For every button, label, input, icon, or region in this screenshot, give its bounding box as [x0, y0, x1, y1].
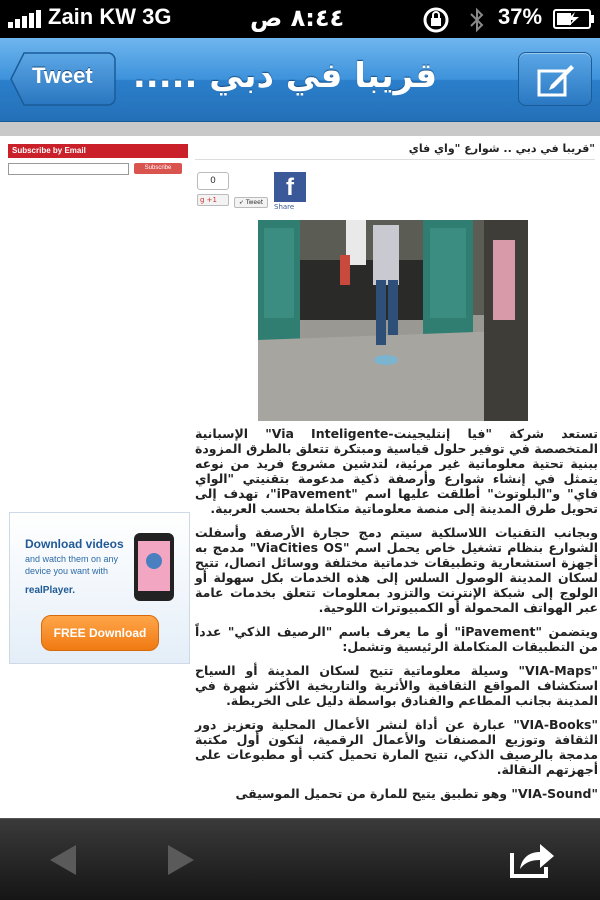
signal-strength-icon [8, 10, 44, 28]
gplus-count: 0 [197, 172, 229, 190]
subscribe-heading: Subscribe by Email [8, 144, 188, 158]
page-title: قريبا في دبي ..... [132, 56, 438, 96]
battery-charging-icon [553, 9, 595, 29]
tweet-share-button[interactable]: ➶ Tweet [234, 197, 268, 208]
battery-percent: 37% [498, 4, 543, 29]
compose-icon [537, 63, 575, 97]
compose-button[interactable] [518, 52, 592, 106]
article-photo [258, 220, 528, 421]
navigation-bar [0, 38, 600, 122]
article-paragraph: "VIA-Maps" وسيلة معلوماتية تتيح لسكان المدينة أو السياح استكشاف المواقع الثقافية والأثرية والتاريخية الأكثر شهرة في المدينة بجانب المطاعم والفنادق بواسطة دليل على الخريطة. [195, 663, 598, 708]
bottom-toolbar [0, 818, 600, 900]
subscribe-email-input[interactable] [8, 163, 129, 175]
article-paragraph: "VIA-Sound" وهو تطبيق يتيح للمارة من تحميل الموسيقى [235, 786, 598, 801]
facebook-share-label[interactable]: Share [274, 203, 295, 211]
gplus-button[interactable]: g +1 [197, 194, 229, 206]
free-download-button[interactable]: FREE Download [41, 615, 159, 651]
forward-arrow-icon[interactable] [166, 843, 196, 877]
article-body [195, 426, 598, 810]
realplayer-ad[interactable] [9, 512, 190, 664]
article-paragraph: تستعد شركة "فيا إنتليجينت-Via Inteligente" الإسبانية المتخصصة في توفير حلول قياسية ومبتكرة تتعلق بالطرق المزودة ببنية تحتية معلوماتية غير مرئية، لتدشين مشروع فريد من نوعه يتمثل في إنشاء شوارع وأرصفة ذكية مدعومة بتقنيتي "الواي فاي" و"البلوتوث" أطلقت عليها اسم "iPavement"، تهدف إلى تحويل طرق المدينة إلى منصة معلوماتية متكاملة بحسب العربية. [195, 426, 599, 516]
rotation-lock-icon [422, 6, 450, 34]
ad-subtitle: and watch them on any device you want with [25, 554, 119, 576]
article-title: "قريبا في دبي .. شوارع "واي فاي [195, 142, 595, 160]
clock: ٨:٤٤ ص [250, 4, 345, 32]
article-paragraph: وبجانب التقنيات اللاسلكية سيتم دمج حجارة الأرصفة وأسفلت الشوارع بنظام تشغيل خاص يحمل اسم "ViaCities OS" مدمج به أجهزة استشعارية وتطبيقات خدماتية مختلفة ووسائل اتصال، تتيح لسكان المدينة الوصول السلس إلى هذه الخدمات بكل سهولة أو الولوج إلى شبكة الإنترنت والتزود بمعلومات تتعلق بخدمات عامة عبر الهواتف المحمولة أو الكمبيوترات اللوحية. [195, 525, 599, 615]
ad-title: Download videos [25, 537, 124, 551]
facebook-icon[interactable]: f [274, 172, 306, 202]
article-paragraph: ويتضمن "iPavement" أو ما يعرف باسم "الرصيف الذكي" عدداً من التطبيقات المتكاملة الرئيسية وتشمل: [195, 624, 598, 654]
bluetooth-icon [468, 6, 486, 34]
back-arrow-icon[interactable] [48, 843, 78, 877]
status-bar [0, 0, 600, 38]
web-content[interactable] [0, 122, 600, 818]
tweet-back-label: Tweet [32, 63, 93, 88]
twitter-bird-icon: ➶ [238, 199, 244, 206]
realplayer-logo: realPlayer. [25, 585, 76, 596]
article-page [0, 136, 600, 818]
article-paragraph: "VIA-Books" عبارة عن أداة لنشر الأعمال المحلية وتعزيز دور الثقافة وتوزيع المصنفات والأعمال الرقمية، لتكون أول مكتبة مدمجة بالرصيف الذكي، تتيح المارة تحميل كتب أو مطبوعات على أجهزتهم النقالة. [195, 717, 598, 777]
share-icon[interactable] [508, 839, 556, 879]
subscribe-button[interactable]: Subscribe [134, 163, 182, 174]
phone-icon [132, 531, 178, 603]
carrier-name: Zain KW 3G [48, 4, 172, 29]
tweet-back-button[interactable] [10, 52, 116, 106]
